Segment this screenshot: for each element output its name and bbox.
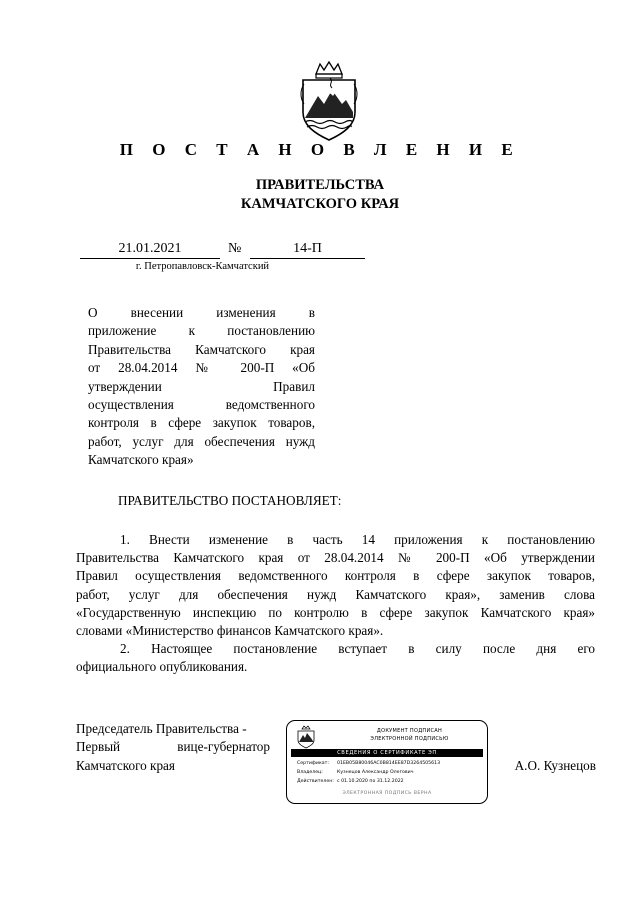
document-number: 14-П [250,241,365,259]
issuer-line-2: КАМЧАТСКОГО КРАЯ [240,196,400,212]
signer-line: Первый вице-губернатор [76,739,270,755]
stamp-value: с 01.10.2020 по 31.12.2022 [337,779,404,784]
stamp-validity-row [297,779,487,784]
document-subject [88,304,315,470]
document-title: П О С Т А Н О В Л Е Н И Е [119,140,521,159]
stamp-owner-row [297,770,487,775]
subject-line: утверждении Правил [88,378,315,394]
body-line: Правил осуществления ведомственного контроля в сфере закупок товаров, [76,568,595,584]
subject-line: контроля в сфере закупок товаров, [88,415,315,431]
coat-of-arms-small-icon [295,725,317,749]
body-line: официального опубликования. [76,659,248,675]
body-line: 1. Внести изменение в часть 14 приложения к постановлению [120,532,595,547]
stamp-value: 01EB05B80046AC0B814EE87D3264505613 [337,761,441,766]
signer-line: Председатель Правительства - [76,721,247,736]
issue-city: г. Петропавловск-Камчатский [135,261,270,272]
electronic-signature-stamp [286,720,488,804]
stamp-label: Действителен: [297,779,334,784]
body-line: словами «Министерство финансов Камчатского края». [76,622,384,638]
signer-position [76,720,270,775]
issuer-line-1: ПРАВИТЕЛЬСТВА [255,177,385,193]
subject-line: О внесении изменения в [88,305,315,320]
stamp-certificate-row [297,761,487,766]
stamp-header-1: ДОКУМЕНТ ПОДПИСАН [376,728,443,734]
stamp-header-2: ЭЛЕКТРОННОЙ ПОДПИСЬЮ [370,736,449,742]
body-line: Правительства Камчатского края от 28.04.2014 № 200-П «Об утверждении [76,550,595,566]
document-date: 21.01.2021 [80,241,220,259]
subject-line: Правительства Камчатского края [88,341,315,357]
body-line: 2. Настоящее постановление вступает в силу после дня его [120,641,595,657]
subject-line: Камчатского края» [88,452,194,468]
stamp-certificate-bar: СВЕДЕНИЯ О СЕРТИФИКАТЕ ЭП [291,749,483,757]
signer-name: А.О. Кузнецов [514,758,596,773]
decree-heading: ПРАВИТЕЛЬСТВО ПОСТАНОВЛЯЕТ: [118,493,342,508]
document-body [76,531,595,677]
stamp-label: Владелец: [297,770,323,775]
registration-line [80,241,365,261]
subject-line: осуществления ведомственного [88,396,315,412]
stamp-value: Кузнецов Александр Олегович [337,770,414,775]
number-sign: № [228,241,242,256]
subject-line: приложение к постановлению [88,323,315,339]
subject-line: работ, услуг для обеспечения нужд [88,433,315,449]
stamp-label: Сертификат: [297,761,329,766]
issuer-block [0,176,640,214]
signer-line: Камчатского края [76,757,175,773]
kamchatka-coat-of-arms-icon [296,60,362,142]
body-line: «Государственную инспекцию по контролю в сфере закупок Камчатского края» [76,604,595,620]
subject-line: от 28.04.2014 № 200-П «Об [88,360,315,376]
stamp-footer: ЭЛЕКТРОННАЯ ПОДПИСЬ ВЕРНА [342,791,432,796]
body-line: работ, услуг для обеспечения нужд Камчатского края», заменив слова [76,586,595,602]
